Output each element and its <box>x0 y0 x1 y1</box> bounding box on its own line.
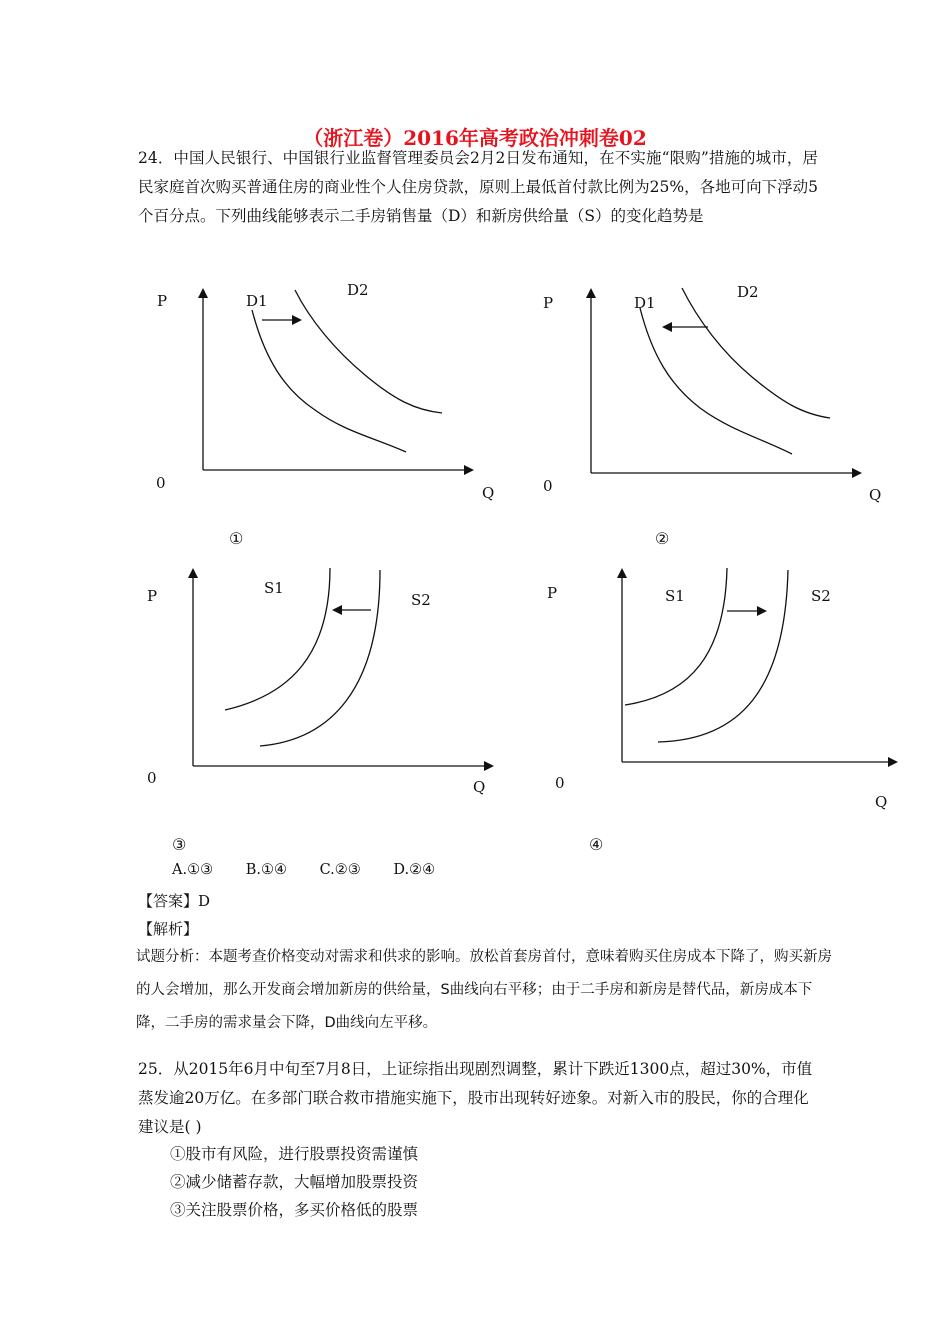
analysis-text: 试题分析：本题考查价格变动对需求和供求的影响。放松首套房首付，意味着购买住房成本下降了，购买新房的人会增加，那么开发商会增加新房的供给量，S曲线向右平移；由于二手房和新房是替代品，新房成本下降，二手房的需求量会下降，D曲线向左平移。 <box>136 949 832 1031</box>
graph-4-q-label: Q <box>875 793 888 811</box>
graph-1-p-label: P <box>157 292 168 310</box>
graph-3-p-label: P <box>147 587 158 605</box>
graph-3-origin-label: 0 <box>147 769 157 787</box>
graph-4-origin-label: 0 <box>555 774 565 792</box>
graph-3-s1-label: S1 <box>264 579 284 597</box>
graph-4-number: ④ <box>589 835 604 854</box>
analysis-heading: 【解析】 <box>138 920 199 938</box>
graph-1-number: ① <box>229 529 244 548</box>
graph-2 <box>530 280 910 520</box>
question-24-text: 24．中国人民银行、中国银行业监督管理委员会2月2日发布通知，在不实施“限购”措施的城市，居民家庭首次购买普通住房的商业性个人住房贷款，原则上最低首付款比例为25%，各地可向下浮动5个百分点。下列曲线能够表示二手房销售量（D）和新房供给量（S）的变化趋势是 <box>138 149 818 225</box>
graph-1-q-label: Q <box>482 484 495 502</box>
graph-3-s2-label: S2 <box>411 591 431 609</box>
graph-1-origin-label: 0 <box>156 474 166 492</box>
graph-2-origin-label: 0 <box>543 477 553 495</box>
graph-4 <box>560 560 940 790</box>
option-a: A.①③ <box>172 862 214 878</box>
graph-3-number: ③ <box>172 835 187 854</box>
graph-1-d2-label: D2 <box>347 281 369 299</box>
graph-2-number: ② <box>655 529 670 548</box>
graph-1 <box>140 280 520 520</box>
graph-2-q-label: Q <box>869 486 882 504</box>
option-b: B.①④ <box>245 862 287 878</box>
graph-4-s2-label: S2 <box>811 587 831 605</box>
answer-line: 【答案】D <box>138 892 211 910</box>
question-25-text: 25．从2015年6月中旬至7月8日，上证综指出现剧烈调整，累计下跌近1300点，超过30%，市值蒸发逾20万亿。在多部门联合救市措施实施下，股市出现转好迹象。对新入市的股民，你的合理化建议是( ) <box>138 1060 813 1136</box>
option-d: D.②④ <box>393 862 436 878</box>
graph-2-p-label: P <box>543 294 554 312</box>
page-title: （浙江卷）2016年高考政治冲刺卷02 <box>303 126 647 150</box>
q25-item-2: ②减少储蓄存款，大幅增加股票投资 <box>170 1173 419 1191</box>
graph-4-p-label: P <box>547 584 558 602</box>
d2-curve <box>682 288 830 418</box>
graph-2-d2-label: D2 <box>737 283 759 301</box>
d2-curve <box>295 290 442 413</box>
graph-1-d1-label: D1 <box>246 292 268 310</box>
graph-3-q-label: Q <box>473 778 486 796</box>
d1-curve <box>252 310 406 452</box>
q25-item-3: ③关注股票价格，多买价格低的股票 <box>170 1201 419 1219</box>
option-c: C.②③ <box>319 862 361 878</box>
d1-curve <box>640 308 792 454</box>
q25-item-1: ①股市有风险，进行股票投资需谨慎 <box>170 1145 419 1163</box>
graph-2-d1-label: D1 <box>634 294 656 312</box>
graph-4-s1-label: S1 <box>665 587 685 605</box>
answer-options <box>172 862 463 878</box>
graph-3 <box>140 560 520 790</box>
